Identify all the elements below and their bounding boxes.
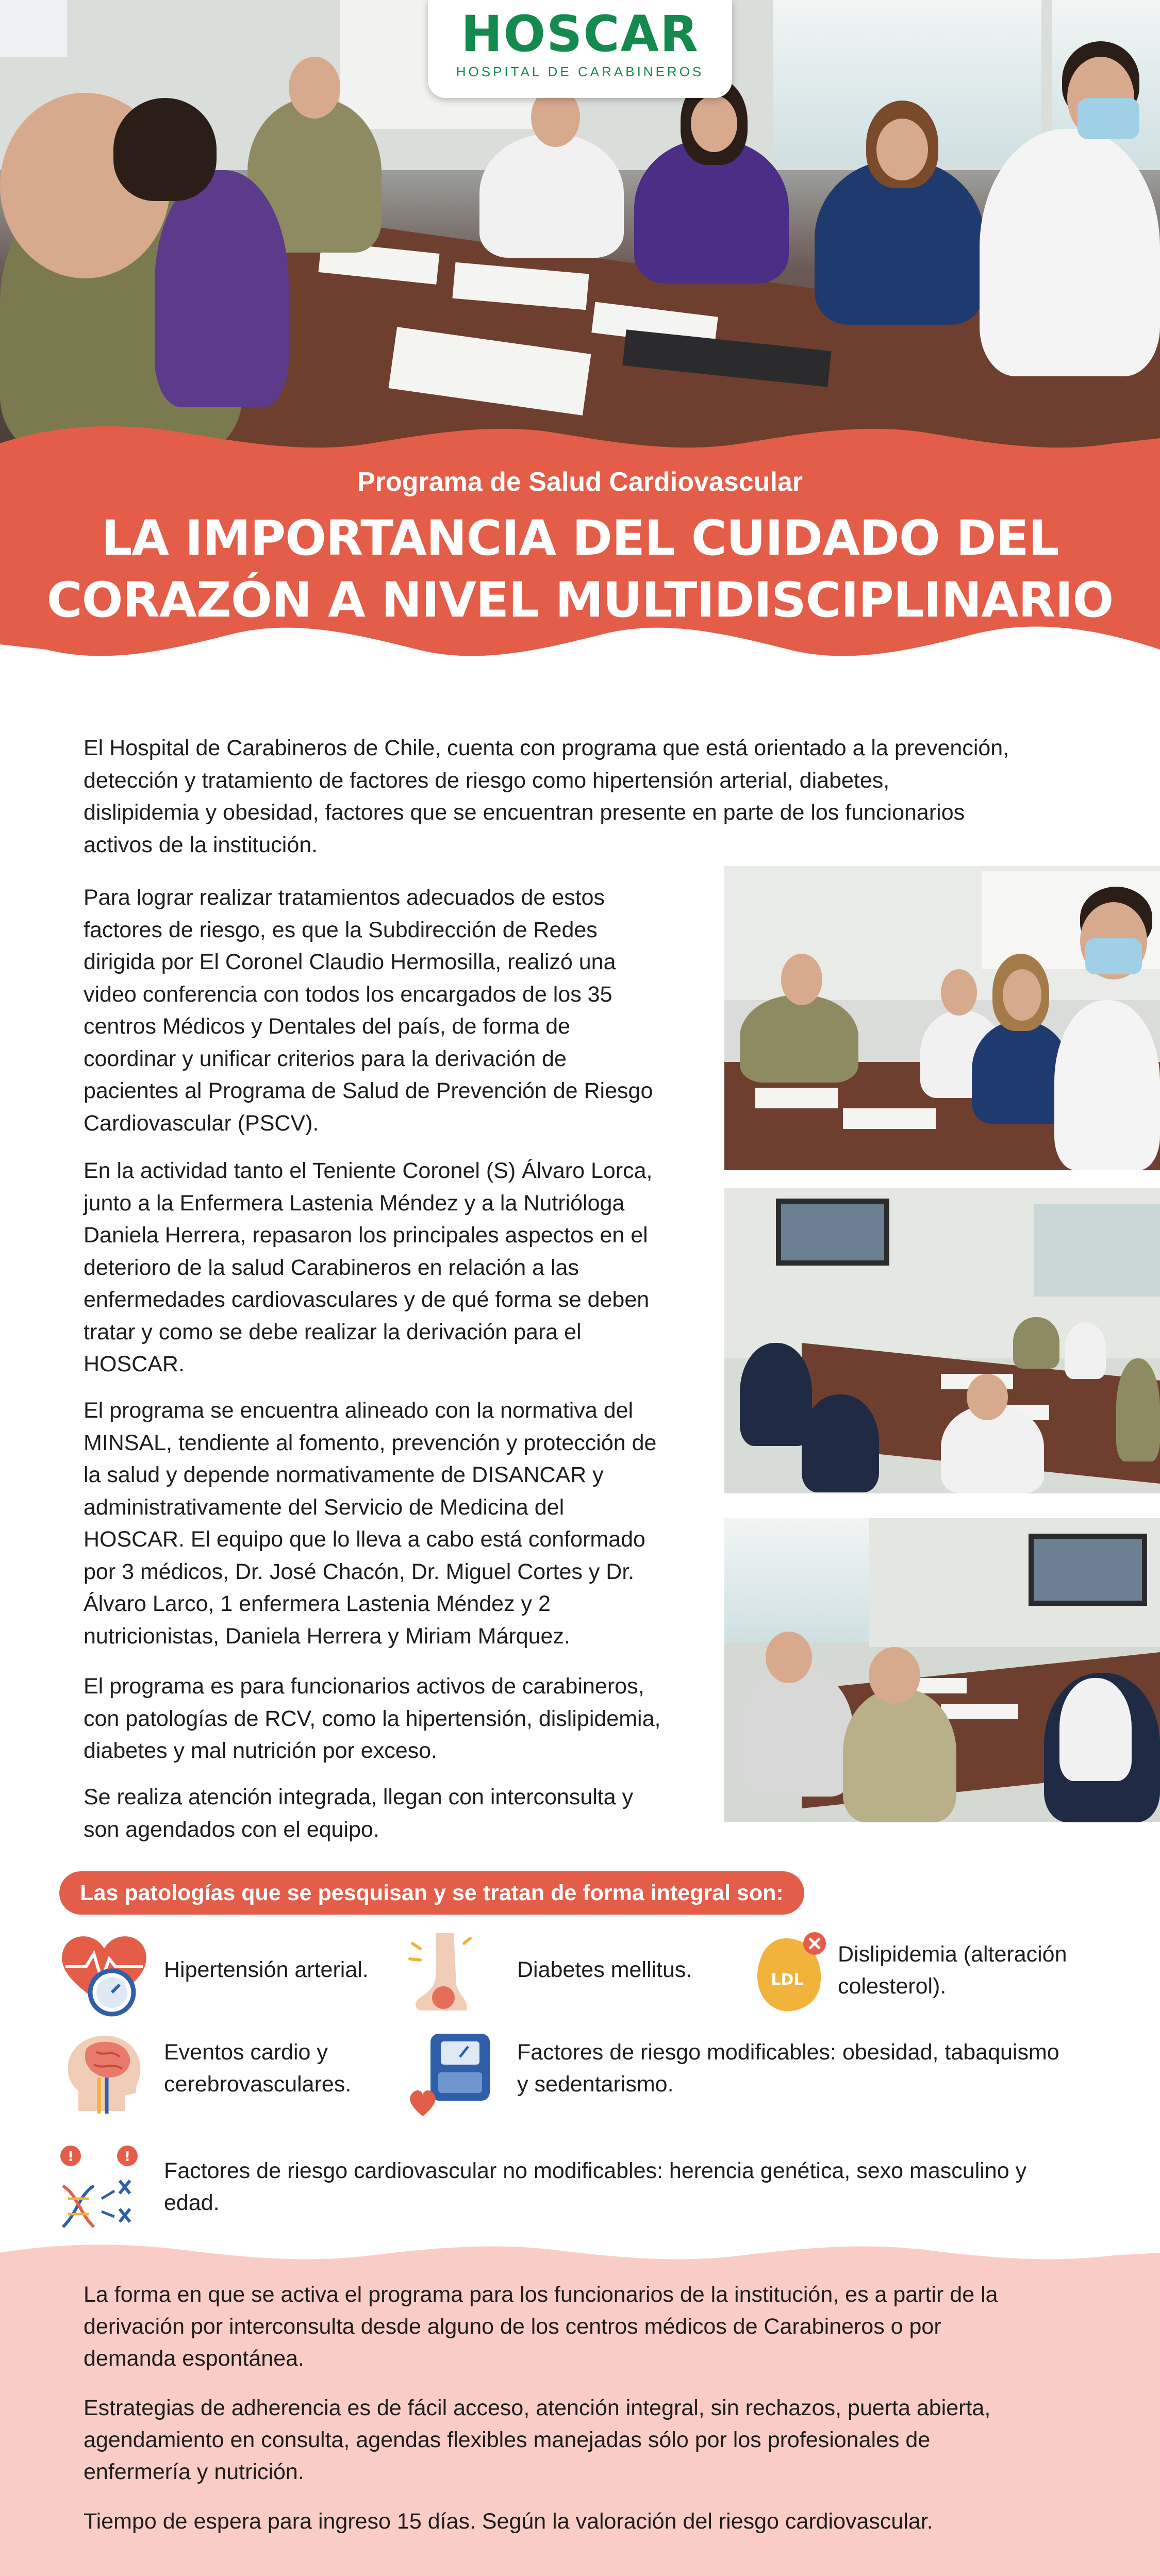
text-line: HOSCAR. El equipo que lo lleva a cabo está conformado (84, 1527, 645, 1552)
text-line: agendamiento en consulta, agendas flexibles manejadas sólo por los profesionales de (84, 2428, 931, 2452)
text-line: enfermedades cardiovasculares y de qué forma se deben (84, 1287, 650, 1312)
text-line: Estrategias de adherencia es de fácil acceso, atención integral, sin rechazos, puerta abierta, (84, 2396, 991, 2420)
diabetic-foot-icon (407, 1928, 474, 2018)
videoconference-photo-3 (724, 1518, 1160, 1822)
text-line: son agendados con el equipo. (84, 1817, 379, 1842)
text-line: factores de riesgo, es que la Subdirección de Redes (84, 917, 598, 942)
footer-paragraph-2 (84, 2392, 1077, 2488)
text-line: la salud y depende normativamente de DISANCAR y (84, 1462, 604, 1487)
text-line: MINSAL, tendiente al fomento, prevención y protección de (84, 1430, 657, 1455)
paragraph-4 (84, 1394, 692, 1652)
text-line: tratar y como se debe realizar la derivación para el (84, 1319, 582, 1344)
text-line: Tiempo de espera para ingreso 15 días. Según la valoración del riesgo cardiovascular. (84, 2509, 933, 2534)
pathologies-heading: Las patologías que se pesquisan y se tratan de forma integral son: (59, 1871, 804, 1915)
text-line: diabetes y mal nutrición por exceso. (84, 1738, 437, 1763)
text-line: detección y tratamiento de factores de riesgo como hipertensión arterial, diabetes, (84, 768, 890, 793)
text-line: enfermería y nutrición. (84, 2459, 304, 2484)
text-line: pacientes al Programa de Salud de Prevención de Riesgo (84, 1078, 653, 1103)
videoconference-photo-2 (724, 1188, 1160, 1493)
text-line: El Hospital de Carabineros de Chile, cuenta con programa que está orientado a la prevención, (84, 736, 1009, 760)
ldl-label: LDL (771, 1971, 804, 1989)
section-kicker: Programa de Salud Cardiovascular (357, 467, 803, 497)
text-line: con patologías de RCV, como la hipertensión, dislipidemia, (84, 1706, 661, 1731)
text-line: El programa se encuentra alineado con la normativa del (84, 1398, 634, 1423)
pathology-dyslipidemia (838, 1938, 1067, 2002)
text-line: Factores de riesgo modificables: obesidad, tabaquismo (517, 2040, 1059, 2065)
text-line: administrativamente del Servicio de Medicina del (84, 1494, 565, 1520)
text-line: video conferencia con todos los encargados de los 35 (84, 982, 612, 1007)
text-line: La forma en que se activa el programa para los funcionarios de la institución, es a partir de la (84, 2282, 998, 2307)
text-line: derivación por interconsulta desde alguno de los centros médicos de Carabineros o por (84, 2314, 941, 2339)
pathology-diabetes: Diabetes mellitus. (517, 1957, 692, 1982)
text-line: Factores de riesgo cardiovascular no modificables: herencia genética, sexo masculino y (164, 2158, 1027, 2183)
text-line: Daniela Herrera, repasaron los principales aspectos en el (84, 1223, 648, 1248)
headline-line-2: CORAZÓN A NIVEL MULTIDISCIPLINARIO (46, 572, 1114, 628)
pathology-hypertension: Hipertensión arterial. (164, 1957, 369, 1982)
pathology-non-modifiable-risks (164, 2155, 1026, 2219)
text-line: deterioro de la salud Carabineros en relación a las (84, 1255, 579, 1280)
text-line: Álvaro Larco, 1 enfermera Lastenia Méndez y 2 (84, 1591, 551, 1616)
text-line: colesterol). (838, 1974, 947, 1999)
svg-text:!: ! (68, 2149, 74, 2165)
text-line: dislipidemia y obesidad, factores que se encuentran presente en parte de los funcionarios (84, 800, 965, 825)
paragraph-5 (84, 1670, 692, 1767)
text-line: cerebrovasculares. (164, 2072, 352, 2097)
paragraph-3 (84, 1155, 692, 1381)
text-line: activos de la institución. (84, 832, 318, 857)
text-line: centros Médicos y Dentales del país, de forma de (84, 1014, 571, 1039)
weight-scale-icon (407, 2029, 498, 2119)
text-line: Eventos cardio y (164, 2040, 328, 2065)
heart-pressure-icon (58, 1928, 153, 2018)
footer-paragraph-1 (84, 2279, 1077, 2374)
videoconference-photo-1 (724, 866, 1160, 1170)
text-line: y sedentarismo. (517, 2072, 674, 2097)
text-line: Se realiza atención integrada, llegan con interconsulta y (84, 1785, 634, 1809)
paragraph-6 (84, 1781, 692, 1846)
text-line: Dislipidemia (alteración (838, 1942, 1067, 1967)
text-line: por 3 médicos, Dr. José Chacón, Dr. Miguel Cortes y Dr. (84, 1559, 635, 1584)
text-line: En la actividad tanto el Teniente Coronel (S) Álvaro Lorca, (84, 1158, 653, 1183)
intro-paragraph (84, 732, 1077, 861)
text-line: Para lograr realizar tratamientos adecuados de estos (84, 885, 605, 910)
text-line: coordinar y unificar criterios para la derivación de (84, 1046, 567, 1071)
text-line: HOSCAR. (84, 1352, 185, 1376)
ldl-cholesterol-icon (750, 1928, 830, 2018)
text-line: nutricionistas, Daniela Herrera y Miriam Márquez. (84, 1623, 570, 1649)
text-line: dirigida por El Coronel Claudio Hermosilla, realizó una (84, 950, 616, 974)
text-line: demanda espontánea. (84, 2346, 304, 2371)
logo-subtitle: HOSPITAL DE CARABINEROS (456, 64, 704, 79)
brain-head-icon (58, 2029, 153, 2119)
text-line: El programa es para funcionarios activos de carabineros, (84, 1674, 644, 1699)
text-line: edad. (164, 2190, 220, 2215)
headline-line-1: LA IMPORTANCIA DEL CUIDADO DEL (101, 510, 1059, 567)
svg-text:!: ! (124, 2149, 130, 2165)
hoscar-logo (428, 0, 732, 98)
pathology-cardio-cerebro-events (164, 2036, 351, 2100)
text-line: Cardiovascular (PSCV). (84, 1110, 319, 1136)
logo-wordmark: HOSCAR (461, 5, 699, 63)
pathology-modifiable-risks (517, 2036, 1059, 2100)
dna-warning-icon (58, 2145, 148, 2235)
paragraph-2 (84, 882, 692, 1139)
text-line: junto a la Enfermera Lastenia Méndez y a la Nutrióloga (84, 1190, 625, 1216)
footer-paragraph-3 (84, 2505, 1077, 2537)
